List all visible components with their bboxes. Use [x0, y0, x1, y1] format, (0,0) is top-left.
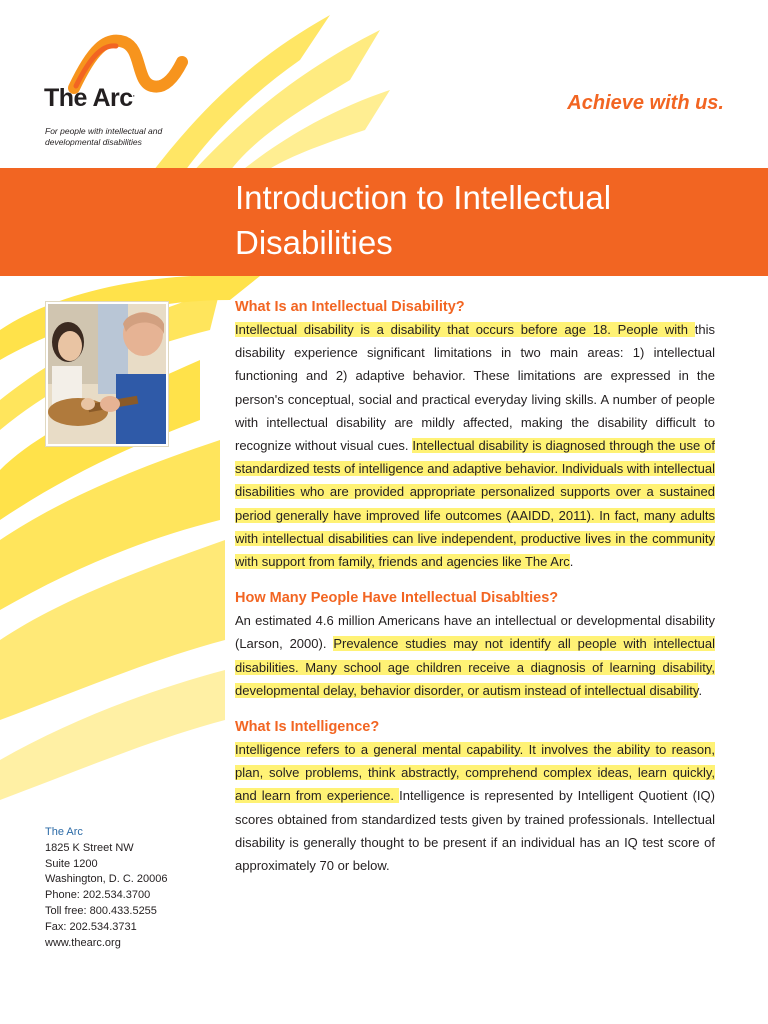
slogan: Achieve with us. [567, 92, 724, 114]
address-org: The Arc [45, 826, 83, 838]
address-block [45, 825, 168, 951]
address-line: Toll free: 800.433.5255 [45, 904, 157, 917]
section-paragraph [235, 318, 715, 573]
body-text: Intelligence is represented by Intelligent Quotient (IQ) scores obtained from standardized tests given by trained professionals. Intellectual disability is generally thought to be present if an individual has an IQ test score of approximately 70 or below. [235, 788, 715, 874]
page-title: Introduction to Intellectual Disabilities [235, 179, 612, 261]
highlighted-text: Intellectual disability is a disability that occurs before age 18. People with [235, 322, 695, 337]
body-text: . [569, 554, 574, 570]
photo [46, 302, 168, 446]
brand-name: The Arc. [44, 84, 135, 112]
main-content [235, 296, 715, 877]
brand-tagline: For people with intellectual and developmental disabilities [45, 126, 163, 147]
section-heading: What Is Intelligence? [235, 719, 380, 736]
section-gap [235, 702, 715, 716]
body-text: . [698, 682, 703, 698]
website-link[interactable]: www.thearc.org [45, 936, 121, 949]
section-paragraph [235, 738, 715, 877]
highlighted-text: Intelligence refers to a general mental capability. It involves the ability to reason, plan, solve problems, think abstractly, comprehend complex ideas, learn quickly, and learn from experience. [235, 742, 715, 804]
address-line: 1825 K Street NW [45, 841, 134, 854]
photo-people-guitar-icon [48, 304, 166, 444]
address-line: Fax: 202.534.3731 [45, 920, 137, 933]
section-paragraph [235, 609, 715, 702]
highlighted-text: Prevalence studies may not identify all people with intellectual disabilities. Many school age children receive a diagnosis of learning disability, developmental delay, behavior disorder, or autism instead of intellectual disability [235, 636, 715, 698]
highlighted-text: Intellectual disability is diagnosed through the use of standardized tests of intelligence and adaptive behavior. Individuals with intellectual disabilities who are provided appropriate personalized supports over a sustained period generally have improved life outcomes (AAIDD, 2011). In fact, many adults with intellectual disabilities can live independent, productive lives in the community with support from family, friends and agencies like The Arc [235, 438, 715, 570]
body-text: this disability experience significant limitations in two main areas: 1) intellectual functioning and 2) adaptive behavior. These limitations are expressed in the person's conceptual, social and practical everyday living skills. A number of people with intellectual disability are mildly affected, making the disability difficult to recognize without visual cues. [235, 322, 715, 454]
address-line: Phone: 202.534.3700 [45, 889, 151, 902]
address-line: Washington, D. C. 20006 [45, 873, 168, 886]
section-heading: How Many People Have Intellectual Disablties? [235, 590, 559, 607]
section-gap [235, 573, 715, 587]
address-line: Suite 1200 [45, 857, 98, 870]
section-heading: What Is an Intellectual Disability? [235, 299, 465, 315]
body-text: An estimated 4.6 million Americans have an intellectual or developmental disability (Larson, 2000). [235, 613, 715, 652]
